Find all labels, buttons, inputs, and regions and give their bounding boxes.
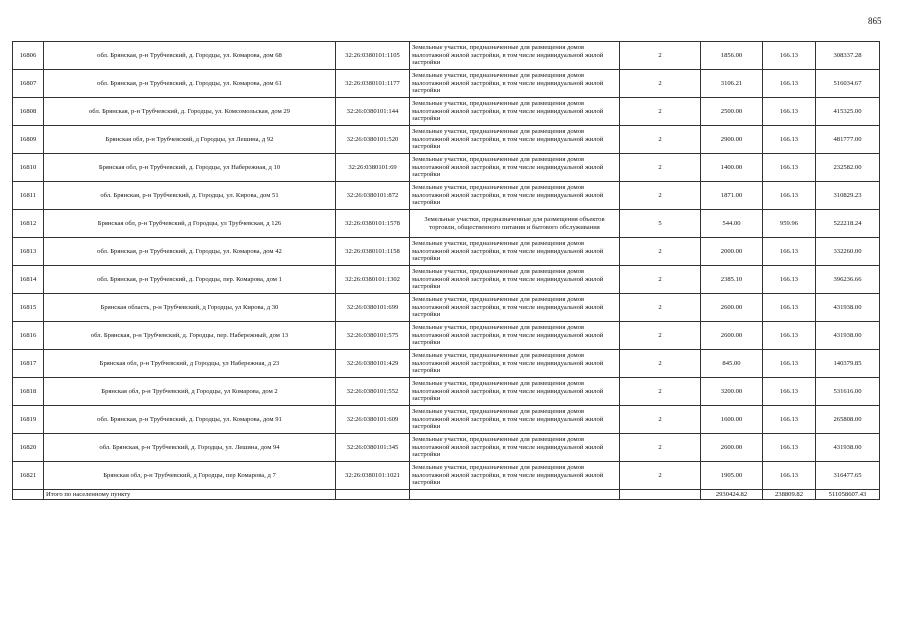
- row-group: 5: [620, 210, 701, 238]
- row-rate: 166.13: [763, 266, 816, 294]
- row-area: 1400.00: [701, 154, 763, 182]
- row-address: обл. Брянская, р-н Трубчевский, д. Городцы, ул. Комарова, дом 91: [44, 406, 336, 434]
- row-rate: 166.13: [763, 42, 816, 70]
- page-number: 865: [868, 16, 882, 26]
- table-row: [13, 42, 880, 70]
- row-permitted-use: Земельные участки, предназначенные для размещения объектов торговли, общественного питания и бытового обслуживания: [410, 210, 620, 238]
- row-permitted-use: Земельные участки, предназначенные для размещения домов малоэтажной жилой застройки, в том числе индивидуальной жилой застройки: [410, 294, 620, 322]
- row-number: 16811: [13, 182, 44, 210]
- row-area: 1600.00: [701, 406, 763, 434]
- row-area: 1905.00: [701, 462, 763, 490]
- row-cadastral-number: 32:26:0380101:520: [336, 126, 410, 154]
- total-empty-cell: [620, 490, 701, 500]
- row-cadastral-cost: 431938.00: [816, 434, 880, 462]
- row-area: 3200.00: [701, 378, 763, 406]
- row-group: 2: [620, 154, 701, 182]
- row-cadastral-cost: 310829.23: [816, 182, 880, 210]
- table-row: [13, 182, 880, 210]
- total-empty-cell: [410, 490, 620, 500]
- row-rate: 166.13: [763, 182, 816, 210]
- row-cadastral-cost: 481777.00: [816, 126, 880, 154]
- table-row: [13, 98, 880, 126]
- row-cadastral-cost: 431938.00: [816, 322, 880, 350]
- row-permitted-use: Земельные участки, предназначенные для размещения домов малоэтажной жилой застройки, в том числе индивидуальной жилой застройки: [410, 462, 620, 490]
- table-row: [13, 350, 880, 378]
- row-permitted-use: Земельные участки, предназначенные для размещения домов малоэтажной жилой застройки, в том числе индивидуальной жилой застройки: [410, 350, 620, 378]
- row-address: обл. Брянская, р-н Трубчевский, д. Городцы, ул. Комсомольская, дом 29: [44, 98, 336, 126]
- row-permitted-use: Земельные участки, предназначенные для размещения домов малоэтажной жилой застройки, в том числе индивидуальной жилой застройки: [410, 434, 620, 462]
- row-area: 2385.10: [701, 266, 763, 294]
- row-number: 16820: [13, 434, 44, 462]
- row-address: обл. Брянская, р-н Трубчевский, д. Городцы, ул. Лешина, дом 94: [44, 434, 336, 462]
- row-group: 2: [620, 378, 701, 406]
- row-rate: 166.13: [763, 294, 816, 322]
- row-area: 2500.00: [701, 98, 763, 126]
- table-row: [13, 70, 880, 98]
- row-cadastral-cost: 431938.00: [816, 294, 880, 322]
- land-plots-table: [12, 41, 880, 500]
- row-cadastral-cost: 265808.00: [816, 406, 880, 434]
- row-group: 2: [620, 182, 701, 210]
- row-address: Брянская обл, р-н Трубчевский, д Городцы, пер Комарова, д 7: [44, 462, 336, 490]
- row-area: 2600.00: [701, 434, 763, 462]
- row-cadastral-cost: 332260.00: [816, 238, 880, 266]
- row-permitted-use: Земельные участки, предназначенные для размещения домов малоэтажной жилой застройки, в том числе индивидуальной жилой застройки: [410, 378, 620, 406]
- row-rate: 166.13: [763, 434, 816, 462]
- row-number: 16816: [13, 322, 44, 350]
- row-area: 544.00: [701, 210, 763, 238]
- row-number: 16810: [13, 154, 44, 182]
- total-empty-cell: [336, 490, 410, 500]
- row-permitted-use: Земельные участки, предназначенные для размещения домов малоэтажной жилой застройки, в том числе индивидуальной жилой застройки: [410, 182, 620, 210]
- row-group: 2: [620, 238, 701, 266]
- row-group: 2: [620, 266, 701, 294]
- row-rate: 166.13: [763, 350, 816, 378]
- total-rate: 238809.82: [763, 490, 816, 500]
- row-area: 2600.00: [701, 322, 763, 350]
- row-permitted-use: Земельные участки, предназначенные для размещения домов малоэтажной жилой застройки, в том числе индивидуальной жилой застройки: [410, 406, 620, 434]
- row-cadastral-cost: 531616.00: [816, 378, 880, 406]
- row-rate: 166.13: [763, 462, 816, 490]
- row-address: обл. Брянская, р-н Трубчевский, д. Городцы, ул. Комарова, дом 61: [44, 70, 336, 98]
- row-cadastral-number: 32:26:0380101:1177: [336, 70, 410, 98]
- row-rate: 959.96: [763, 210, 816, 238]
- row-rate: 166.13: [763, 378, 816, 406]
- total-row: [13, 490, 880, 500]
- row-cadastral-number: 32:26:0380101:429: [336, 350, 410, 378]
- row-permitted-use: Земельные участки, предназначенные для размещения домов малоэтажной жилой застройки, в том числе индивидуальной жилой застройки: [410, 322, 620, 350]
- table-row: [13, 266, 880, 294]
- row-address: Брянская обл, р-н Трубчевский, д. Городцы, ул Набережная, д 10: [44, 154, 336, 182]
- row-cadastral-number: 32:26:0380101:69: [336, 154, 410, 182]
- table-row: [13, 406, 880, 434]
- row-cadastral-number: 32:26:0380101:699: [336, 294, 410, 322]
- row-group: 2: [620, 406, 701, 434]
- row-cadastral-number: 32:26:0380101:1302: [336, 266, 410, 294]
- row-number: 16818: [13, 378, 44, 406]
- row-cadastral-number: 32:26:0380101:144: [336, 98, 410, 126]
- row-area: 845.00: [701, 350, 763, 378]
- row-permitted-use: Земельные участки, предназначенные для размещения домов малоэтажной жилой застройки, в том числе индивидуальной жилой застройки: [410, 238, 620, 266]
- row-area: 2600.00: [701, 294, 763, 322]
- row-cadastral-number: 32:26:0380101:1021: [336, 462, 410, 490]
- row-permitted-use: Земельные участки, предназначенные для размещения домов малоэтажной жилой застройки, в том числе индивидуальной жилой застройки: [410, 126, 620, 154]
- row-address: Брянская область, р-н Трубчевский, д Городцы, ул Кирова, д 30: [44, 294, 336, 322]
- row-area: 2000.00: [701, 238, 763, 266]
- row-cadastral-number: 32:26:0380101:609: [336, 406, 410, 434]
- table-row: [13, 294, 880, 322]
- row-cadastral-cost: 140379.85: [816, 350, 880, 378]
- total-empty-cell: [13, 490, 44, 500]
- row-rate: 166.13: [763, 98, 816, 126]
- row-cadastral-cost: 516034.67: [816, 70, 880, 98]
- row-number: 16817: [13, 350, 44, 378]
- row-cadastral-number: 32:26:0380101:872: [336, 182, 410, 210]
- row-rate: 166.13: [763, 70, 816, 98]
- row-rate: 166.13: [763, 126, 816, 154]
- row-permitted-use: Земельные участки, предназначенные для размещения домов малоэтажной жилой застройки, в том числе индивидуальной жилой застройки: [410, 154, 620, 182]
- row-permitted-use: Земельные участки, предназначенные для размещения домов малоэтажной жилой застройки, в том числе индивидуальной жилой застройки: [410, 98, 620, 126]
- total-cost: 511058607.43: [816, 490, 880, 500]
- row-area: 1856.00: [701, 42, 763, 70]
- row-group: 2: [620, 322, 701, 350]
- row-cadastral-number: 32:26:0380101:1578: [336, 210, 410, 238]
- row-number: 16812: [13, 210, 44, 238]
- row-cadastral-cost: 522218.24: [816, 210, 880, 238]
- row-address: обл. Брянская, р-н Трубчевский, д. Городцы, ул. Комарова, дом 42: [44, 238, 336, 266]
- row-number: 16813: [13, 238, 44, 266]
- table-row: [13, 126, 880, 154]
- row-address: обл. Брянская, р-н Трубчевский, д. Городцы, пер. Комарова, дом 1: [44, 266, 336, 294]
- row-group: 2: [620, 462, 701, 490]
- row-area: 2900.00: [701, 126, 763, 154]
- row-address: Брянская обл, р-н Трубчевский, д Городцы, ул Набережная, д 23: [44, 350, 336, 378]
- row-group: 2: [620, 294, 701, 322]
- row-group: 2: [620, 98, 701, 126]
- row-address: обл. Брянская, р-н Трубчевский, д. Городцы, ул. Комарова, дом 68: [44, 42, 336, 70]
- row-area: 3106.21: [701, 70, 763, 98]
- row-cadastral-cost: 232582.00: [816, 154, 880, 182]
- row-rate: 166.13: [763, 238, 816, 266]
- row-cadastral-number: 32:26:0380101:575: [336, 322, 410, 350]
- row-rate: 166.13: [763, 154, 816, 182]
- table-row: [13, 238, 880, 266]
- row-number: 16815: [13, 294, 44, 322]
- row-address: Брянская обл, р-н Трубчевский, д Городцы, ул Лешина, д 92: [44, 126, 336, 154]
- row-number: 16807: [13, 70, 44, 98]
- row-rate: 166.13: [763, 406, 816, 434]
- row-number: 16809: [13, 126, 44, 154]
- row-group: 2: [620, 350, 701, 378]
- total-label: Итого по населенному пункту: [44, 490, 336, 500]
- row-cadastral-number: 32:26:0380101:345: [336, 434, 410, 462]
- row-cadastral-cost: 415325.00: [816, 98, 880, 126]
- row-number: 16821: [13, 462, 44, 490]
- table-row: [13, 378, 880, 406]
- row-address: Брянская обл, р-н Трубчевский, д Городцы, ул Комарова, дом 2: [44, 378, 336, 406]
- row-permitted-use: Земельные участки, предназначенные для размещения домов малоэтажной жилой застройки, в том числе индивидуальной жилой застройки: [410, 70, 620, 98]
- row-group: 2: [620, 434, 701, 462]
- row-group: 2: [620, 70, 701, 98]
- table-row: [13, 462, 880, 490]
- row-group: 2: [620, 126, 701, 154]
- row-group: 2: [620, 42, 701, 70]
- row-rate: 166.13: [763, 322, 816, 350]
- total-area: 2930424.82: [701, 490, 763, 500]
- row-address: обл. Брянская, р-н Трубчевский, д. Городцы, пер. Набережный, дом 13: [44, 322, 336, 350]
- row-cadastral-number: 32:26:0380101:1105: [336, 42, 410, 70]
- row-number: 16814: [13, 266, 44, 294]
- row-address: обл. Брянская, р-н Трубчевский, д. Городцы, ул. Кирова, дом 51: [44, 182, 336, 210]
- row-cadastral-cost: 396236.66: [816, 266, 880, 294]
- row-permitted-use: Земельные участки, предназначенные для размещения домов малоэтажной жилой застройки, в том числе индивидуальной жилой застройки: [410, 42, 620, 70]
- table-row: [13, 434, 880, 462]
- table-row: [13, 154, 880, 182]
- row-cadastral-cost: 316477.65: [816, 462, 880, 490]
- row-number: 16806: [13, 42, 44, 70]
- table-row: [13, 210, 880, 238]
- row-area: 1871.00: [701, 182, 763, 210]
- row-number: 16819: [13, 406, 44, 434]
- row-cadastral-cost: 308337.28: [816, 42, 880, 70]
- row-cadastral-number: 32:26:0380101:1158: [336, 238, 410, 266]
- row-address: Брянская обл, р-н Трубчевский, д Городцы, ул Трубчевская, д 126: [44, 210, 336, 238]
- row-number: 16808: [13, 98, 44, 126]
- row-permitted-use: Земельные участки, предназначенные для размещения домов малоэтажной жилой застройки, в том числе индивидуальной жилой застройки: [410, 266, 620, 294]
- table-row: [13, 322, 880, 350]
- table-body: [13, 42, 880, 500]
- row-cadastral-number: 32:26:0380101:552: [336, 378, 410, 406]
